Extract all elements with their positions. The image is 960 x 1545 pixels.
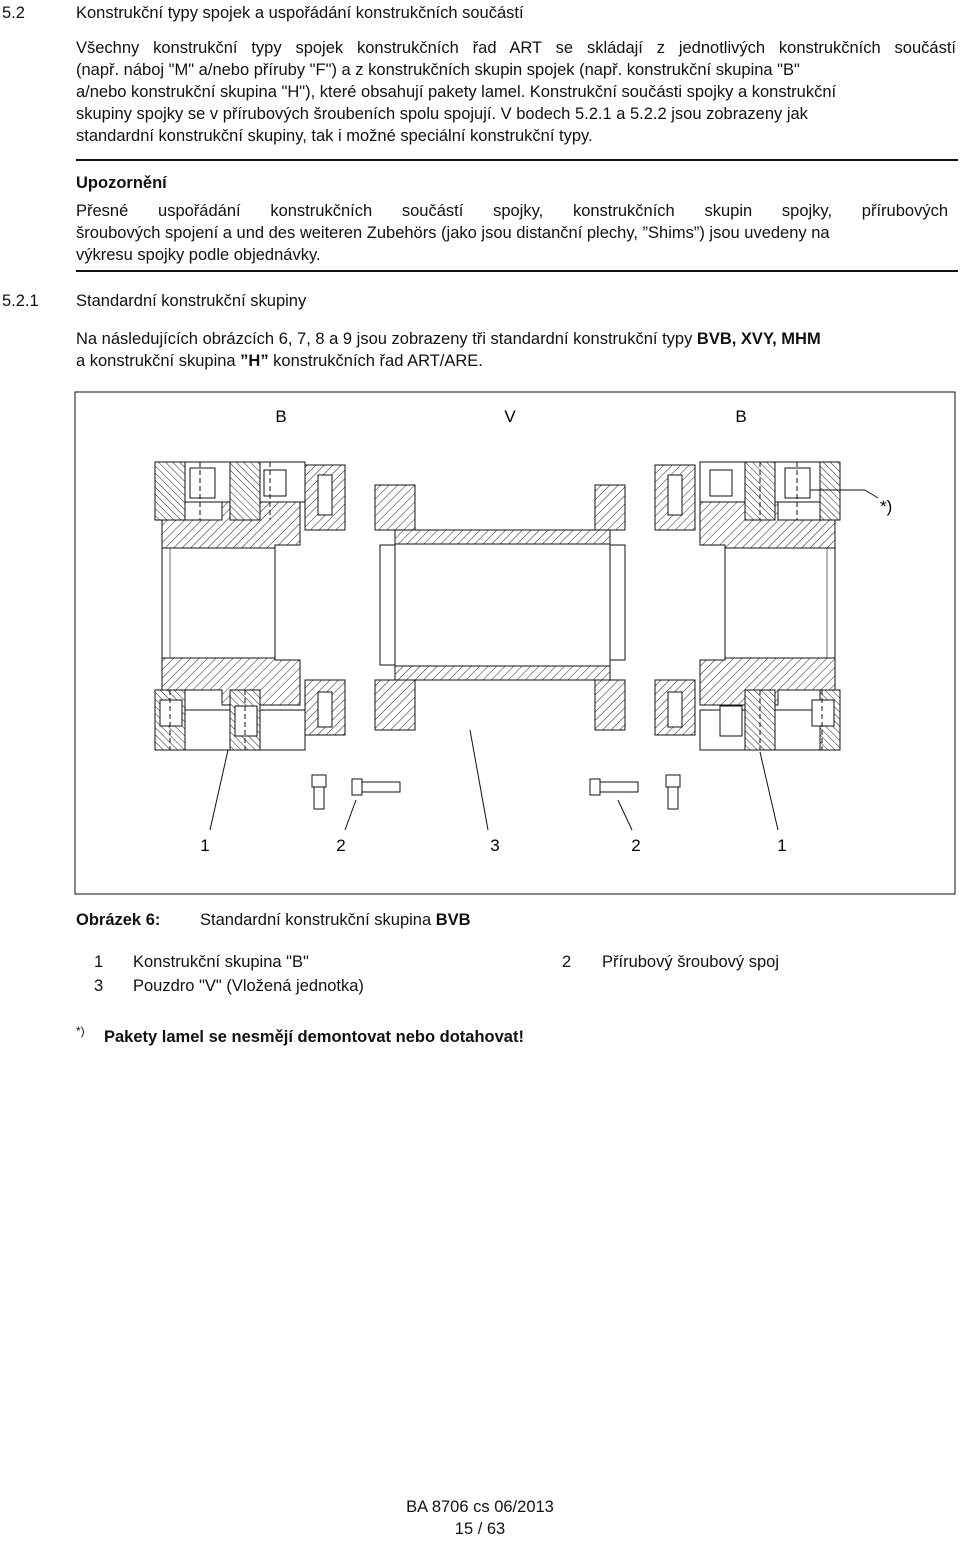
- subsection-number: 5.2.1: [2, 292, 39, 310]
- label-b-left: B: [275, 407, 287, 426]
- legend-num: 3: [94, 977, 104, 995]
- footnote-marker: *): [76, 1024, 85, 1038]
- label-3: 3: [490, 836, 500, 855]
- label-1-left: 1: [200, 836, 210, 855]
- subsection-text: konstrukčních řad ART/ARE.: [268, 352, 483, 370]
- legend-text: Přírubový šroubový spoj: [602, 953, 779, 971]
- legend-num: 2: [562, 953, 572, 971]
- subsection-title: Standardní konstrukční skupiny: [76, 292, 307, 310]
- label-2-right: 2: [631, 836, 641, 855]
- loose-bolts: [312, 775, 680, 809]
- note-body: [76, 200, 948, 266]
- intro-line: skupiny spojky se v přírubových šroubeních spolu spojují. V bodech 5.2.1 a 5.2.2 jsou zobrazeny jak: [76, 105, 808, 123]
- subsection-text: a konstrukční skupina: [76, 352, 241, 370]
- subsection-types: BVB, XVY, MHM: [696, 330, 821, 348]
- right-hub-b: [700, 462, 840, 750]
- caption-label: Obrázek 6:: [76, 911, 161, 929]
- footer-doc: BA 8706 cs 06/2013: [406, 1498, 554, 1516]
- note-top-rule: [76, 159, 958, 161]
- left-hub-b: [155, 462, 305, 750]
- label-v: V: [504, 407, 516, 426]
- caption-text: Standardní konstrukční skupina BVB: [200, 911, 471, 929]
- note-bottom-rule: [76, 270, 958, 272]
- label-1-right: 1: [777, 836, 787, 855]
- section-number: 5.2: [2, 4, 25, 22]
- note-line: šroubových spojení a und des weiteren Zubehörs (jako jsou distanční plechy, ”Shims”) jsou uvedeny na: [76, 224, 830, 242]
- legend-text: Pouzdro "V" (Vložená jednotka): [133, 977, 364, 995]
- footer-page: 15 / 63: [454, 1520, 506, 1538]
- subsection-text: Na následujících obrázcích 6, 7, 8 a 9 jsou zobrazeny tři standardní konstrukční typy: [76, 330, 697, 348]
- label-2-left: 2: [336, 836, 346, 855]
- right-flange-bolts: [655, 465, 695, 735]
- note-line: Přesné uspořádání konstrukčních součástí spojky, konstrukčních skupin spojky, přírubových: [76, 202, 948, 220]
- intro-line: standardní konstrukční skupiny, tak i možné speciální konstrukční typy.: [76, 127, 593, 145]
- note-title: Upozornění: [76, 174, 167, 192]
- subsection-paragraph: [76, 328, 958, 372]
- footnote-text: Pakety lamel se nesmějí demontovat nebo dotahovat!: [104, 1028, 524, 1046]
- label-b-right: B: [735, 407, 747, 426]
- section-title: Konstrukční typy spojek a uspořádání konstrukčních součástí: [76, 4, 524, 22]
- intro-line: (např. náboj "M" a/nebo příruby "F") a z konstrukčních skupin spojek (např. konstrukční skupina "B": [76, 61, 800, 79]
- legend-num: 1: [94, 953, 104, 971]
- center-spacer-v: [375, 485, 625, 730]
- left-flange-bolts: [305, 465, 345, 735]
- subsection-group: ”H”: [240, 352, 269, 370]
- label-callout: *): [880, 497, 893, 516]
- coupling-drawing: [0, 385, 960, 900]
- note-line: výkresu spojky podle objednávky.: [76, 246, 321, 264]
- legend-text: Konstrukční skupina "B": [133, 953, 309, 971]
- intro-paragraph: [76, 37, 956, 147]
- intro-line: a/nebo konstrukční skupina "H"), které obsahují pakety lamel. Konstrukční součásti spojky a konstrukční: [76, 83, 837, 101]
- intro-line: Všechny konstrukční typy spojek konstrukčních řad ART se skládají z jednotlivých konstrukčních součástí: [76, 39, 956, 57]
